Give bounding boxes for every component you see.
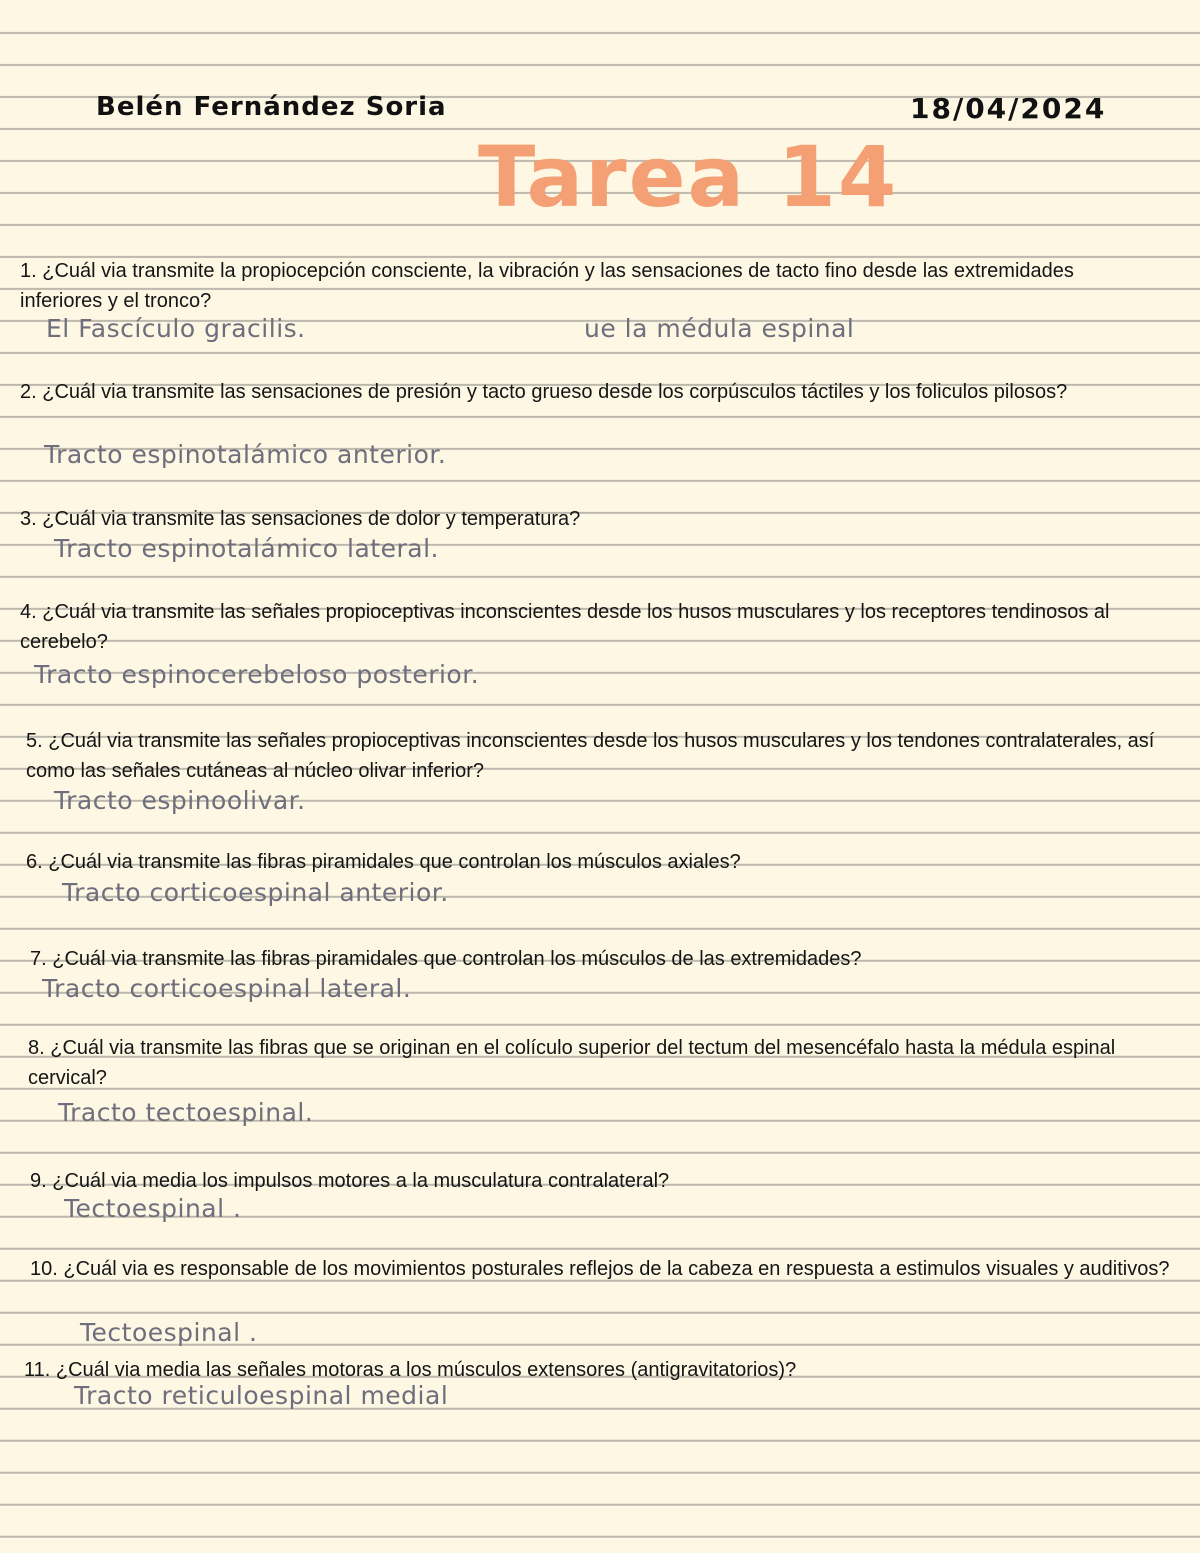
question-3: 3. ¿Cuál via transmite las sensaciones de dolor y temperatura? <box>20 508 581 530</box>
answer-4: Tracto espinocerebeloso posterior. <box>34 660 480 689</box>
answer-9: Tectoespinal . <box>64 1194 242 1223</box>
question-5: 5. ¿Cuál via transmite las señales propioceptivas inconscientes desde los husos musculares y los tendones contralaterales, así como las señales cutáneas al núcleo olivar inferior? <box>26 730 1155 782</box>
answer-8: Tracto tectoespinal. <box>58 1098 314 1127</box>
question-8: 8. ¿Cuál via transmite las fibras que se originan en el colículo superior del tectum del mesencéfalo hasta la médula espinal cervical? <box>28 1037 1116 1089</box>
answer-7: Tracto corticoespinal lateral. <box>42 974 412 1003</box>
answer-11: Tracto reticuloespinal medial <box>74 1381 449 1410</box>
answer-1: El Fascículo gracilis. <box>46 314 306 343</box>
answer-6: Tracto corticoespinal anterior. <box>62 878 449 907</box>
student-name: Belén Fernández Soria <box>96 92 447 122</box>
assignment-title: Tarea 14 <box>478 128 899 226</box>
question-7: 7. ¿Cuál via transmite las fibras piramidales que controlan los músculos de las extremidades? <box>30 948 862 970</box>
question-6: 6. ¿Cuál via transmite las fibras piramidales que controlan los músculos axiales? <box>26 851 741 873</box>
answer-3: Tracto espinotalámico lateral. <box>54 534 439 563</box>
question-4: 4. ¿Cuál via transmite las señales propioceptivas inconscientes desde los husos musculares y los receptores tendinosos al cerebelo? <box>20 601 1110 653</box>
question-10: 10. ¿Cuál via es responsable de los movimientos posturales reflejos de la cabeza en respuesta a estimulos visuales y auditivos? <box>30 1258 1170 1280</box>
question-11: 11. ¿Cuál via media las señales motoras a los músculos extensores (antigravitatorios)? <box>24 1359 797 1381</box>
answer-10: Tectoespinal . <box>80 1318 258 1347</box>
answer-2: Tracto espinotalámico anterior. <box>44 440 447 469</box>
question-1: 1. ¿Cuál via transmite la propiocepción consciente, la vibración y las sensaciones de tacto fino desde las extremidades inferiores y el tronco? <box>20 260 1074 312</box>
question-9: 9. ¿Cuál via media los impulsos motores a la musculatura contralateral? <box>30 1170 670 1192</box>
answer-1-extra: ue la médula espinal <box>584 314 855 343</box>
answer-5: Tracto espinoolivar. <box>54 786 306 815</box>
question-2: 2. ¿Cuál via transmite las sensaciones de presión y tacto grueso desde los corpúsculos táctiles y los foliculos pilosos? <box>20 381 1068 403</box>
assignment-date: 18/04/2024 <box>910 92 1107 125</box>
